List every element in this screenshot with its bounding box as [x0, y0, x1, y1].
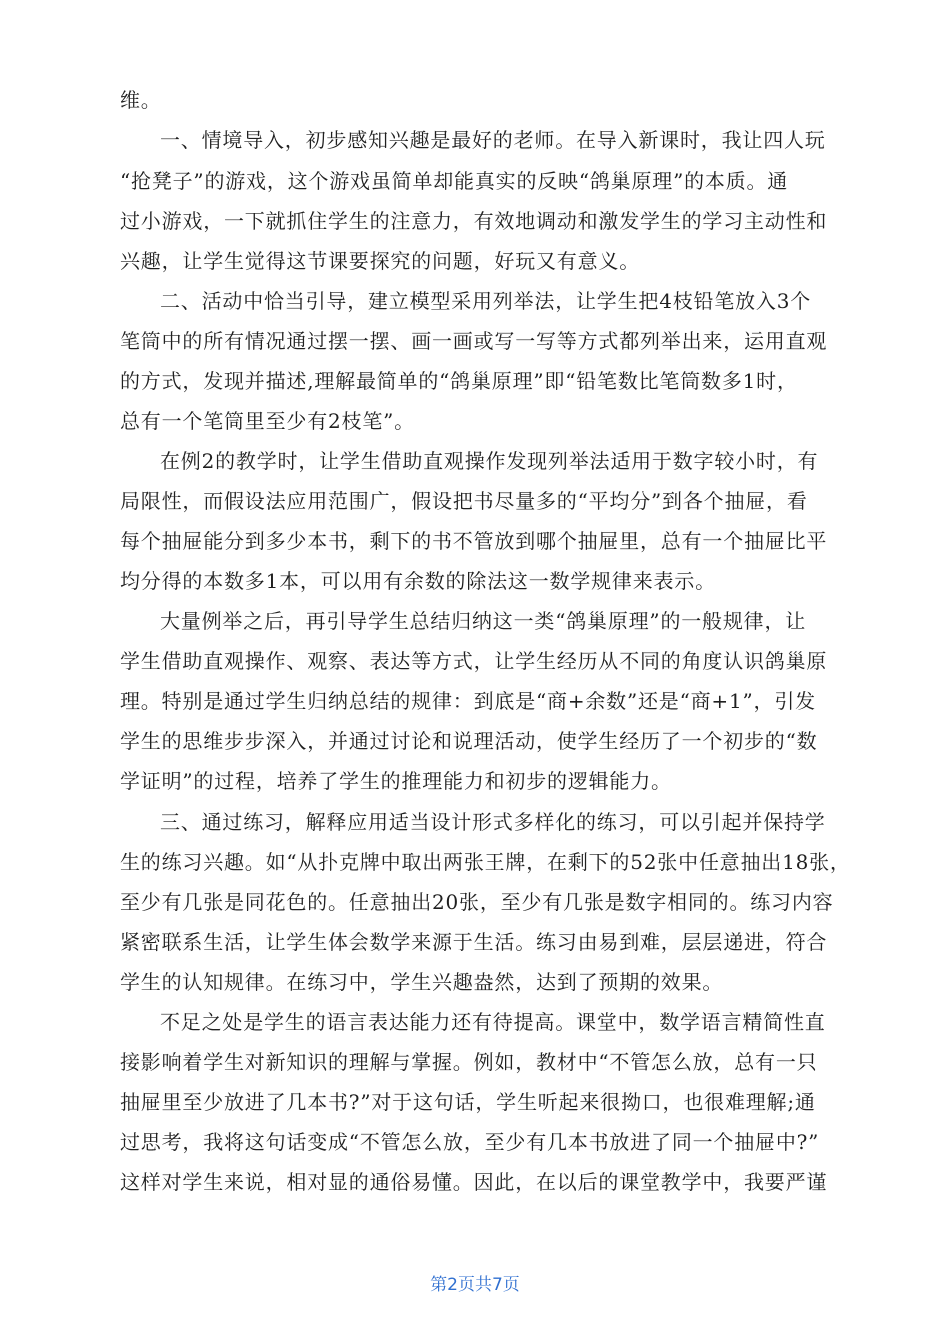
paragraph-4-line: 学生的思维步步深入，并通过讨论和说理活动，使学生经历了一个初步的“数 [120, 729, 818, 753]
paragraph-2-line: 二、活动中恰当引导，建立模型采用列举法，让学生把4枝铅笔放入3个 [160, 289, 812, 313]
paragraph-5-line: 紧密联系生活，让学生体会数学来源于生活。练习由易到难，层层递进，符合 [120, 930, 828, 954]
page-number-footer: 第2页共7页 [430, 1275, 520, 1295]
paragraph-5-line: 学生的认知规律。在练习中，学生兴趣盎然，达到了预期的效果。 [120, 970, 724, 994]
paragraph-6-line: 接影响着学生对新知识的理解与掌握。例如，教材中“不管怎么放，总有一只 [120, 1050, 818, 1074]
paragraph-1-line: 一、情境导入，初步感知兴趣是最好的老师。在导入新课时，我让四人玩 [160, 128, 826, 152]
paragraph-1-line: 过小游戏，一下就抓住学生的注意力，有效地调动和激发学生的学习主动性和 [120, 209, 828, 233]
paragraph-5-line: 至少有几张是同花色的。任意抽出20张，至少有几张是数字相同的。练习内容 [120, 890, 834, 914]
paragraph-3-line: 每个抽屉能分到多少本书，剩下的书不管放到哪个抽屉里，总有一个抽屉比平 [120, 529, 828, 553]
paragraph-6-line: 这样对学生来说，相对显的通俗易懂。因此，在以后的课堂教学中，我要严谨 [120, 1170, 828, 1194]
paragraph-6-line: 不足之处是学生的语言表达能力还有待提高。课堂中，数学语言精简性直 [160, 1010, 826, 1034]
paragraph-4-line: 理。特别是通过学生归纳总结的规律：到底是“商+余数”还是“商+1”，引发 [120, 689, 816, 713]
paragraph-3-line: 均分得的本数多1本，可以用有余数的除法这一数学规律来表示。 [120, 569, 716, 593]
paragraph-4-line: 大量例举之后，再引导学生总结归纳这一类“鸽巢原理”的一般规律，让 [160, 609, 807, 633]
paragraph-6-line: 抽屉里至少放进了几本书?”对于这句话，学生听起来很拗口，也很难理解;通 [120, 1090, 816, 1114]
paragraph-4-line: 学证明”的过程，培养了学生的推理能力和初步的逻辑能力。 [120, 769, 672, 793]
paragraph-5-line: 生的练习兴趣。如“从扑克牌中取出两张王牌，在剩下的52张中任意抽出18张， [120, 850, 851, 874]
paragraph-2-line: 笔筒中的所有情况通过摆一摆、画一画或写一写等方式都列举出来，运用直观 [120, 329, 828, 353]
paragraph-4-line: 学生借助直观操作、观察、表达等方式，让学生经历从不同的角度认识鸽巢原 [120, 649, 828, 673]
paragraph-6-line: 过思考，我将这句话变成“不管怎么放，至少有几本书放进了同一个抽屉中?” [120, 1130, 820, 1154]
paragraph-1-line: “抢凳子”的游戏，这个游戏虽简单却能真实的反映“鸽巢原理”的本质。通 [120, 169, 789, 193]
paragraph-2-line: 总有一个笔筒里至少有2枝笔”。 [120, 409, 415, 433]
paragraph-3-line: 局限性，而假设法应用范围广，假设把书尽量多的“平均分”到各个抽屉，看 [120, 489, 808, 513]
paragraph-5-line: 三、通过练习，解释应用适当设计形式多样化的练习，可以引起并保持学 [160, 810, 826, 834]
text-line: 维。 [120, 88, 162, 112]
paragraph-1-line: 兴趣，让学生觉得这节课要探究的问题，好玩又有意义。 [120, 249, 640, 273]
paragraph-3-line: 在例2的教学时，让学生借助直观操作发现列举法适用于数字较小时，有 [160, 449, 819, 473]
paragraph-2-line: 的方式，发现并描述,理解最简单的“鸽巢原理”即“铅笔数比笔筒数多1时， [120, 369, 798, 393]
